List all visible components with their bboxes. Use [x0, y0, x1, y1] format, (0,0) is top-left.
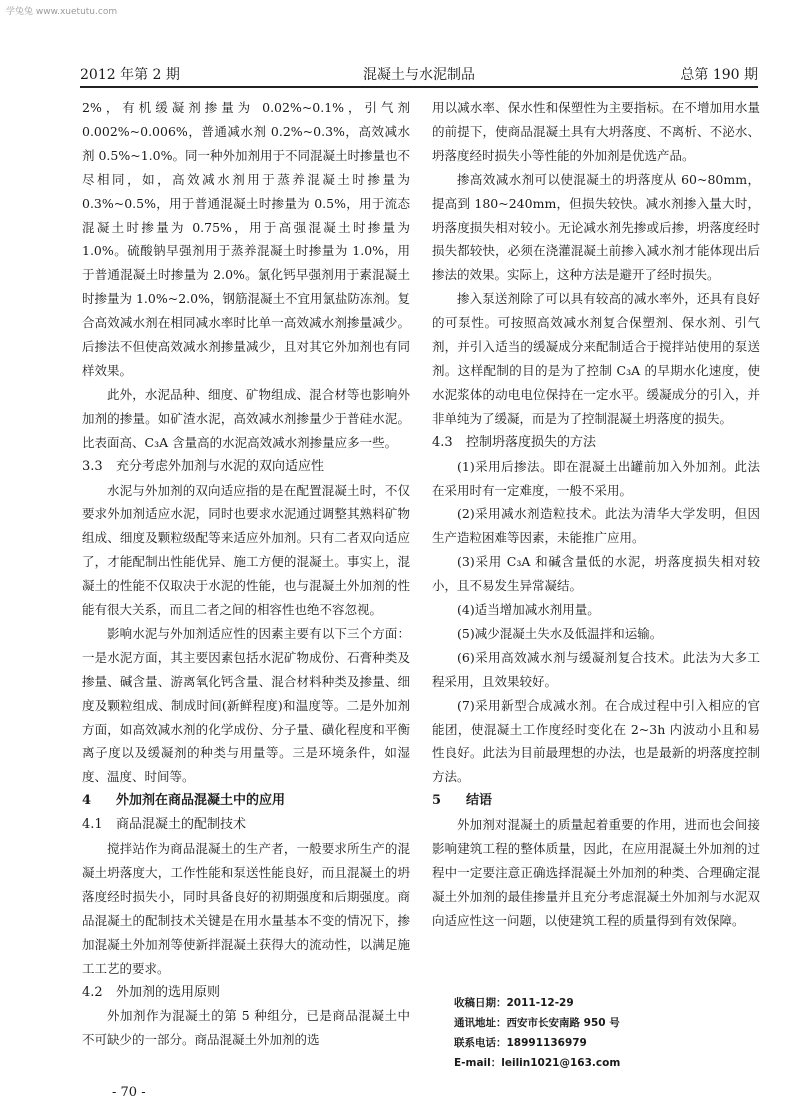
section-title: 充分考虑外加剂与水泥的双向适应性: [116, 458, 325, 474]
journal-title: 混凝土与水泥制品: [363, 67, 475, 83]
contact-email: E-mail：leilin1021@163.com: [454, 1056, 621, 1069]
section-heading-4-3: [432, 431, 760, 455]
section-number: 3.3: [82, 458, 103, 474]
method-item: (5)减少混凝土失水及低温拌和运输。: [457, 625, 663, 641]
section-title: 结语: [466, 793, 493, 809]
paragraph: 外加剂作为混凝土的第 5 种组分，已是商品混凝土中不可缺少的一部分。商品混凝土外加剂的选: [82, 1008, 410, 1048]
section-number: 4.2: [82, 984, 103, 1000]
section-title: 外加剂的选用原则: [116, 984, 221, 1000]
page-number: - 70 -: [112, 1085, 146, 1100]
section-title: 外加剂在商品混凝土中的应用: [116, 793, 286, 809]
section-title: 控制坍落度损失的方法: [466, 434, 597, 450]
method-item: (4)适当增加减水剂用量。: [457, 602, 600, 618]
right-column: [432, 96, 760, 1073]
paragraph: 2%，有机缓凝剂掺量为 0.02%~0.1%，引气剂 0.002%~0.006%，普通减水剂 0.2%~0.3%，高效减水剂 0.5%~1.0%。同一种外加剂用于不同混凝土时掺量也不尽相同，如，高效减水剂用于蒸养混凝土时掺量为 0.3%~0.5%，用于普通混凝土时掺量为 0.5%，用于流态混凝土时掺量为 0.75%，用于高强混凝土时掺量为 1.0%。硫酸钠早强剂用于蒸养混凝土时掺量为 1.0%，用于普通混凝土时掺量为 2.0%。氯化钙早强剂用于素混凝土时掺量为 1.0%~2.0%，钢筋混凝土不宜用氯盐防冻剂。复合高效减水剂在相同减水率时比单一高效减水剂掺量减少。后掺法不但使高效减水剂掺量减少，且对其它外加剂也有同样效果。: [82, 100, 410, 378]
left-column: [82, 96, 410, 1052]
section-heading-4-1: [82, 813, 410, 837]
section-number: 4.1: [82, 817, 103, 833]
method-item: (1)采用后掺法。即在混凝土出罐前加入外加剂。此法在采用时有一定难度，一般不采用。: [432, 458, 760, 498]
section-number: 4.3: [432, 434, 453, 450]
section-heading-4: [82, 789, 410, 813]
section-heading-4-2: [82, 981, 410, 1005]
issue-label: 2012 年第 2 期: [80, 67, 180, 83]
contact-phone: 联系电话：18991136979: [454, 1036, 587, 1049]
section-heading-5: [432, 789, 760, 813]
total-issue-label: 总第 190 期: [680, 67, 758, 83]
method-item: (2)采用减水剂造粒技术。此法为清华大学发明，但因生产造粒困难等因素，未能推广应用。: [432, 506, 760, 546]
paragraph: 搅拌站作为商品混凝土的生产者，一般要求所生产的混凝土坍落度大，工作性能和泵送性能良好，而且混凝土的坍落度经时损失小，同时具备良好的初期强度和后期强度。商品混凝土的配制技术关键是在用水量基本不变的情况下，掺加混凝土外加剂等使新拌混凝土获得大的流动性，以满足施工工艺的要求。: [82, 841, 410, 976]
section-number: 4: [82, 793, 92, 809]
paragraph: 用以减水率、保水性和保塑性为主要指标。在不增加用水量的前提下，使商品混凝土具有大坍落度、不离析、不泌水、坍落度经时损失小等性能的外加剂是优选产品。: [432, 100, 760, 163]
received-date: 收稿日期：2011-12-29: [454, 996, 574, 1009]
watermark: 学兔兔 www.xuetutu.com: [6, 7, 118, 17]
page-header: [80, 62, 758, 88]
paragraph: 此外，水泥品种、细度、矿物组成、混合材等也影响外加剂的掺量。如矿渣水泥，高效减水剂掺量少于普硅水泥。比表面高、C₃A 含量高的水泥高效减水剂掺量应多一些。: [82, 386, 410, 450]
mailing-address: 通讯地址：西安市长安南路 950 号: [454, 1016, 620, 1029]
method-item: (7)采用新型合成减水剂。在合成过程中引入相应的官能团，使混凝土工作度经时变化在 2~3h 内波动小且和易性良好。此法为目前最理想的办法，也是最新的坍落度控制方法。: [432, 697, 760, 785]
method-item: (3)采用 C₃A 和碱含量低的水泥，坍落度损失相对较小，且不易发生异常凝结。: [432, 554, 760, 594]
paragraph: 掺高效减水剂可以使混凝土的坍落度从 60~80mm，提高到 180~240mm，但损失较快。减水剂掺入量大时，坍落度损失相对较小。无论减水剂先掺或后掺，坍落度经时损失都较快，必须在浇灌混凝土前掺入减水剂才能体现出后掺法的效果。实际上，这种方法是避开了经时损失。: [432, 171, 760, 283]
method-item: (6)采用高效减水剂与缓凝剂复合技术。此法为大多工程采用，且效果较好。: [432, 649, 760, 689]
paragraph: 掺入泵送剂除了可以具有较高的减水率外，还具有良好的可泵性。可按照高效减水剂复合保塑剂、保水剂、引气剂，并引入适当的缓凝成分来配制适合于搅拌站使用的泵送剂。这样配制的目的是为了控制 C₃A 的早期水化速度，使水泥浆体的动电电位保持在一定水平。缓凝成分的引入，并非单纯为了缓凝，而是为了控制混凝土坍落度的损失。: [432, 291, 760, 426]
section-heading-3-3: [82, 455, 410, 479]
section-title: 商品混凝土的配制技术: [116, 817, 247, 833]
section-number: 5: [432, 793, 442, 809]
paragraph: 外加剂对混凝土的质量起着重要的作用，进而也会间接影响建筑工程的整体质量，因此，在应用混凝土外加剂的过程中一定要注意正确选择混凝土外加剂的种类、合理确定混凝土外加剂的最佳掺量并且充分考虑混凝土外加剂与水泥双向适应性这一问题，以使建筑工程的质量得到有效保障。: [432, 817, 760, 928]
paragraph: 影响水泥与外加剂适应性的因素主要有以下三个方面：一是水泥方面，其主要因素包括水泥矿物成份、石膏种类及掺量、碱含量、游离氧化钙含量、混合材料种类及掺量、细度及颗粒组成、制成时间(新鲜程度)和温度等。二是外加剂方面，如高效减水剂的化学成份、分子量、磺化程度和平衡离子度以及缓凝剂的种类与用量等。三是环境条件，如湿度、温度、时间等。: [82, 625, 410, 785]
paragraph: 水泥与外加剂的双向适应指的是在配置混凝土时，不仅要求外加剂适应水泥，同时也要求水泥通过调整其熟料矿物组成、细度及颗粒级配等来适应外加剂。只有二者双向适应了，才能配制出性能优异、施工方便的混凝土。事实上，混凝土的性能不仅取决于水泥的性能，也与混凝土外加剂的性能有很大关系，而且二者之间的相容性也绝不容忽视。: [82, 482, 410, 618]
article-info: [432, 993, 760, 1073]
